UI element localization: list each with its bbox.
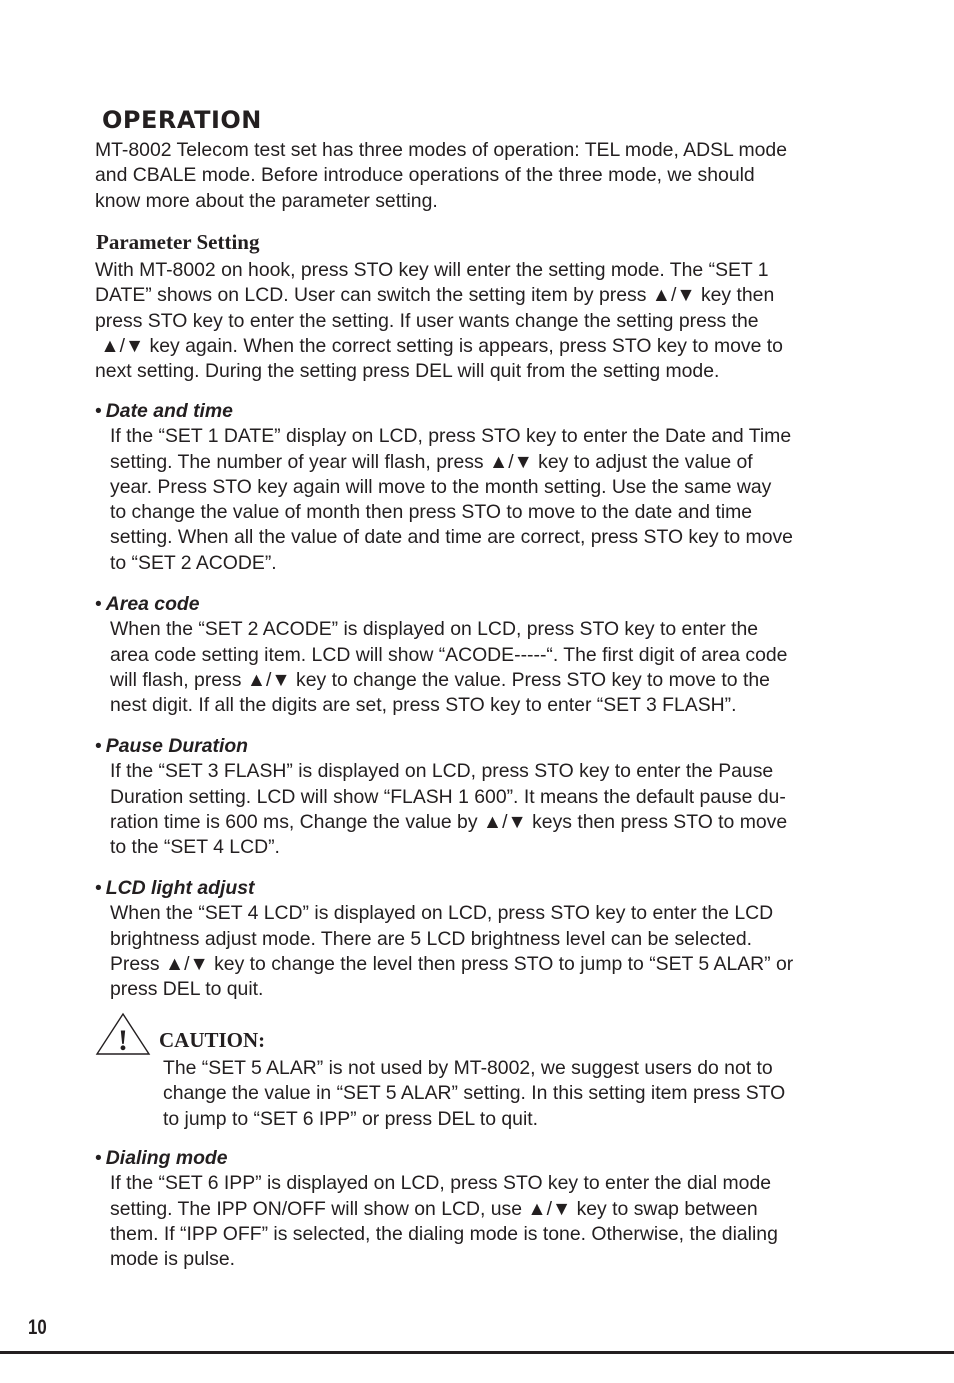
bullet: • (95, 1147, 102, 1169)
caution-line: The “SET 5 ALAR” is not used by MT-8002, we suggest users do not to (163, 1057, 773, 1079)
bullet: • (95, 400, 102, 422)
setting-item-area-code (95, 592, 870, 718)
setting-item-title (95, 876, 870, 901)
intro-paragraph (95, 138, 865, 214)
item-line: brightness adjust mode. There are 5 LCD brightness level can be selected. (110, 927, 753, 950)
item-line: year. Press STO key again will move to the month setting. Use the same way (110, 475, 772, 498)
bullet: • (95, 593, 102, 615)
item-line: to the “SET 4 LCD”. (110, 836, 280, 859)
paragraph-line: next setting. During the setting press DEL will quit from the setting mode. (95, 360, 720, 383)
item-line: nest digit. If all the digits are set, press STO key to enter “SET 3 FLASH”. (110, 694, 737, 717)
caution-line: to jump to “SET 6 IPP” or press DEL to quit. (163, 1107, 539, 1130)
item-line: Press ▲/▼ key to change the level then press STO to jump to “SET 5 ALAR” or (110, 952, 794, 975)
setting-item-body (110, 759, 870, 860)
bullet: • (95, 877, 102, 899)
item-line: to “SET 2 ACODE”. (110, 551, 277, 574)
item-line: to change the value of month then press STO to move to the date and time (110, 501, 753, 524)
setting-item-title (95, 1146, 870, 1171)
setting-item-body (110, 617, 870, 718)
setting-item-dialing-mode (95, 1146, 870, 1272)
setting-item-body (110, 424, 870, 576)
item-line: press DEL to quit. (110, 978, 264, 1001)
setting-item-pause-duration (95, 734, 870, 860)
caution-line: change the value in “SET 5 ALAR” setting. In this setting item press STO (163, 1082, 786, 1105)
item-title-text: Area code (105, 593, 200, 615)
setting-item-date-and-time (95, 399, 870, 576)
setting-item-body (110, 1171, 870, 1272)
intro-line: know more about the parameter setting. (95, 189, 438, 212)
setting-item-title (95, 734, 870, 759)
intro-line: MT-8002 Telecom test set has three modes of operation: TEL mode, ADSL mode (95, 139, 787, 161)
warning-triangle-icon (95, 1012, 151, 1056)
item-line: them. If “IPP OFF” is selected, the dialing mode is tone. Otherwise, the dialing (110, 1222, 778, 1245)
parameter-setting-paragraph (95, 258, 865, 384)
paragraph-line: DATE” shows on LCD. User can switch the setting item by press ▲/▼ key then (95, 284, 775, 307)
item-line: will flash, press ▲/▼ key to change the value. Press STO key to move to the (110, 668, 770, 691)
item-line: mode is pulse. (110, 1248, 236, 1271)
parameter-setting-title: Parameter Setting (96, 230, 260, 254)
svg-text:!: ! (118, 1024, 128, 1056)
item-line: If the “SET 3 FLASH” is displayed on LCD, press STO key to enter the Pause (110, 760, 774, 783)
setting-item-title (95, 592, 870, 617)
item-title-text: LCD light adjust (105, 877, 255, 899)
item-title-text: Dialing mode (105, 1147, 228, 1169)
paragraph-line: With MT-8002 on hook, press STO key will enter the setting mode. The “SET 1 (95, 259, 769, 281)
bottom-rule (0, 1351, 954, 1354)
item-line: area code setting item. LCD will show “ACODE-----“. The first digit of area code (110, 643, 788, 666)
item-line: Duration setting. LCD will show “FLASH 1 600”. It means the default pause du- (110, 785, 786, 808)
item-line: When the “SET 4 LCD” is displayed on LCD, press STO key to enter the LCD (110, 902, 774, 925)
section-title: OPERATION (102, 106, 262, 134)
item-line: If the “SET 1 DATE” display on LCD, press STO key to enter the Date and Time (110, 425, 792, 448)
intro-line: and CBALE mode. Before introduce operations of the three mode, we should (95, 164, 755, 187)
paragraph-line: press STO key to enter the setting. If user wants change the setting press the (95, 309, 759, 332)
item-line: If the “SET 6 IPP” is displayed on LCD, press STO key to enter the dial mode (110, 1172, 772, 1195)
paragraph-line: ▲/▼ key again. When the correct setting is appears, press STO key to move to (95, 334, 783, 357)
item-title-text: Pause Duration (105, 735, 249, 757)
setting-item-title (95, 399, 870, 424)
setting-item-lcd-light-adjust (95, 876, 870, 1002)
item-line: When the “SET 2 ACODE” is displayed on LCD, press STO key to enter the (110, 618, 759, 641)
bullet: • (95, 735, 102, 757)
item-line: setting. The IPP ON/OFF will show on LCD, use ▲/▼ key to swap between (110, 1197, 758, 1220)
caution-title: CAUTION: (159, 1028, 266, 1052)
item-line: setting. When all the value of date and time are correct, press STO key to move (110, 526, 793, 549)
item-line: setting. The number of year will flash, press ▲/▼ key to adjust the value of (110, 450, 753, 473)
page-number: 10 (28, 1316, 47, 1339)
item-line: ration time is 600 ms, Change the value by ▲/▼ keys then press STO to move (110, 810, 788, 833)
caution-body (163, 1056, 863, 1132)
item-title-text: Date and time (105, 400, 233, 422)
setting-item-body (110, 901, 870, 1002)
